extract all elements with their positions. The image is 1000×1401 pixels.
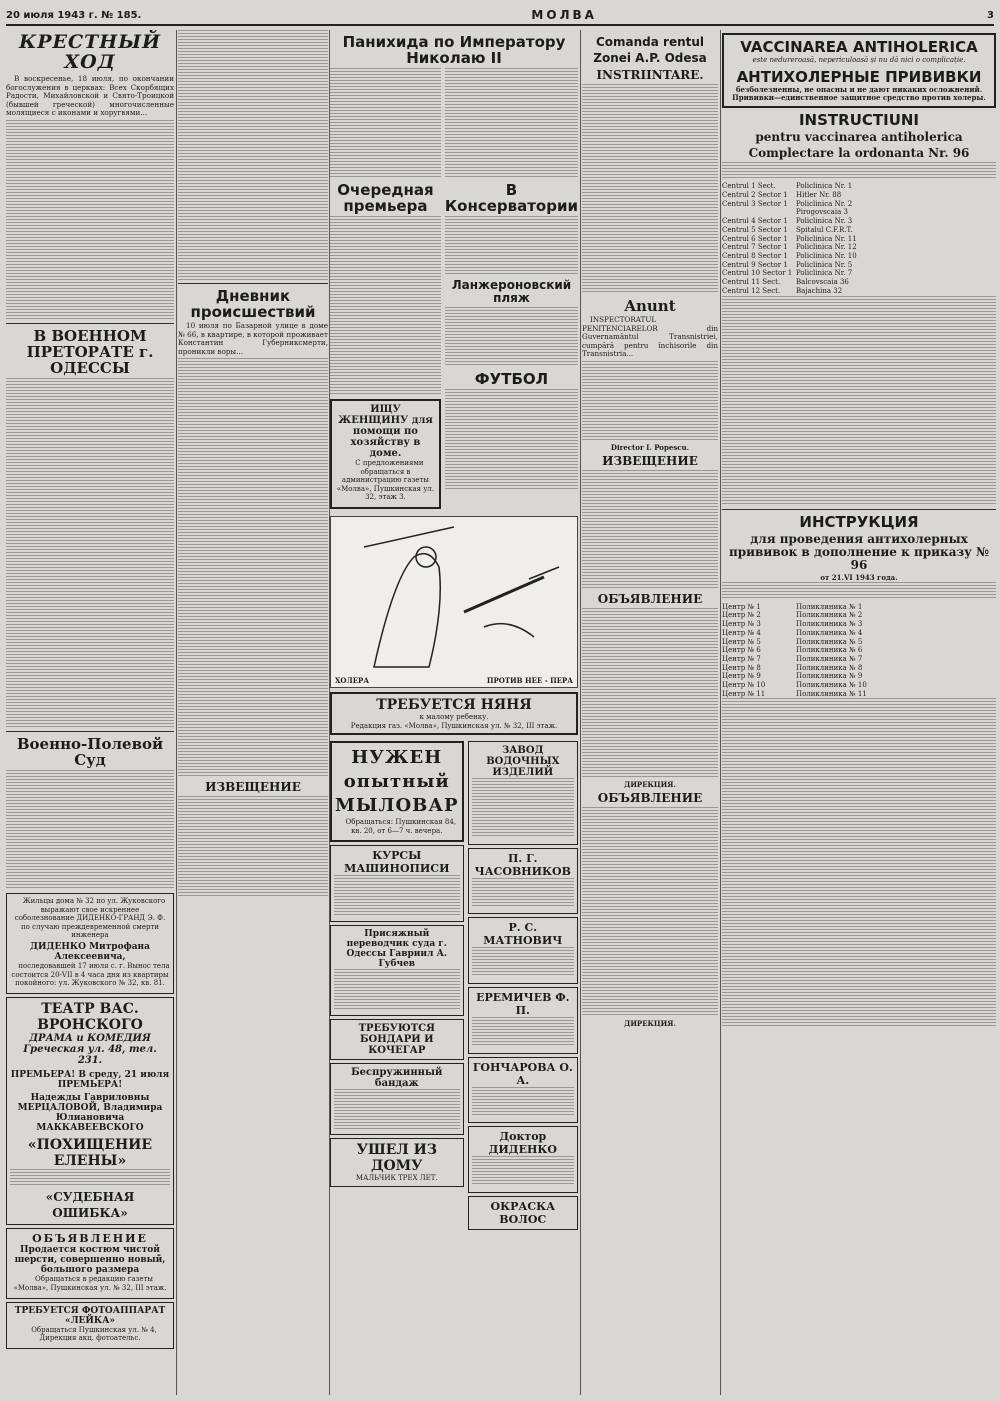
ro-center-row: [722, 287, 996, 296]
ru-instr-sub: для проведения антихолерных прививок в дополнение к приказу № 96: [728, 531, 990, 572]
page-header: [6, 6, 994, 26]
center-label: [722, 208, 796, 217]
theatre-ad: [6, 997, 174, 1226]
hair-ad: [468, 1196, 578, 1230]
premiere-line: ПРЕМЬЕРА! В среду, 21 июля ПРЕМЬЕРА!: [10, 1069, 170, 1090]
center-label: Centrul 6 Sector 1: [722, 234, 788, 243]
soap-ad: [330, 741, 464, 842]
anunt-text: INSPECTORATUL PENITENCIARELOR din Guvernamântul Transnistriei, cumpără pentru închisorile din Transnistria...: [582, 315, 718, 359]
cholera-cartoon: [330, 516, 578, 688]
center-location: Поликлиника № 2: [796, 611, 863, 620]
vacc-ru-sub: безболезненны, не опасны и не дают никаких осложнений.: [735, 84, 983, 94]
ru-center-row: [722, 638, 996, 647]
ro-center-row: [722, 278, 996, 287]
center-label: Центр № 11: [722, 689, 766, 698]
death-tail: последовавшей 17 июля с. г. Вынос тела состоится 20-VII в 4 часа дня из квартиры покойного: ул. Жуковского № 32, кв. 81.: [11, 961, 170, 988]
anunt-title: Anunt: [624, 297, 676, 315]
instr-sub: pentru vaccinarea antiholerica: [755, 129, 963, 144]
notice-addr: Обращаться в редакцию газеты «Молва», Пушкинская ул. № 32, III этаж.: [13, 1275, 167, 1292]
play-title: «ПОХИЩЕНИЕ ЕЛЕНЫ»: [27, 1136, 153, 1169]
center-location: Policlinica Nr. 10: [796, 252, 857, 260]
center-label: Centrul 2 Sector 1: [722, 191, 788, 200]
center-label: Centrul 7 Sector 1: [722, 243, 788, 252]
notice-title: ИЗВЕЩЕНИЕ: [602, 454, 698, 469]
bandage-ad: [330, 1063, 464, 1136]
ru-center-row: [722, 629, 996, 638]
conservatory-title: В Консерватории: [444, 181, 578, 215]
notice-text: Продается костюм чистой шерсти, совершенно новый, большого размера: [14, 1245, 166, 1276]
text-block: [472, 1017, 574, 1047]
lost-sub: МАЛЬЧИК ТРЕХ ЛЕТ.: [355, 1174, 438, 1183]
center-location: Hitler Nr. 88: [796, 191, 842, 200]
text-block: [472, 1156, 574, 1186]
column-4: [582, 30, 718, 1395]
center-location: Поликлиника № 5: [796, 637, 863, 646]
center-label: Центр № 2: [722, 611, 761, 620]
instr-sub2: Complectare la ordonanta Nr. 96: [748, 145, 970, 160]
center-label: Центр № 6: [722, 646, 761, 655]
center-location: Policlinica Nr. 3: [796, 217, 853, 226]
ru-center-row: [722, 664, 996, 673]
text-block: [445, 307, 578, 367]
text-block: [582, 361, 718, 441]
text-block: [582, 470, 718, 590]
vacc-ru-tail: Прививки—единственное защитное средство против холеры.: [732, 93, 986, 103]
text-block: [472, 947, 574, 977]
soap-title: НУЖЕН опытный МЫЛОВАР: [335, 747, 459, 817]
ro-center-row: [722, 252, 996, 261]
ru-center-row: [722, 611, 996, 620]
doctor1-title: П. Г. ЧАСОВНИКОВ: [474, 851, 571, 878]
soap-addr: Обращаться: Пушкинская 84, кв. 20, от 6—7 ч. вечера.: [345, 818, 457, 835]
ru-center-row: [722, 690, 996, 699]
nanny-sub: к малому ребенку.: [419, 712, 489, 721]
center-label: Центр № 7: [722, 654, 761, 663]
column-1: [6, 30, 174, 1395]
ro-center-row: [722, 208, 996, 217]
center-label: Centrul 5 Sector 1: [722, 225, 788, 234]
center-label: Центр № 9: [722, 672, 761, 681]
center-label: Центр № 8: [722, 663, 761, 672]
ro-center-row: [722, 182, 996, 191]
center-location: Поликлиника № 7: [796, 654, 863, 663]
center-location: Spitalul C.F.R.T.: [796, 225, 853, 234]
hair-title: ОКРАСКА ВОЛОС: [490, 1199, 556, 1226]
center-location: Поликлиника № 10: [796, 681, 867, 690]
ru-instr-title: ИНСТРУКЦИЯ: [799, 512, 919, 531]
nanny-ad: [330, 692, 578, 735]
divider: [178, 283, 328, 284]
ro-center-row: [722, 200, 996, 209]
translator-ad: [330, 925, 464, 1016]
football-title: ФУТБОЛ: [474, 370, 549, 388]
camera-ad: [6, 1302, 174, 1349]
center-location: Pirogovscaia 3: [796, 208, 848, 217]
ru-center-row: [722, 646, 996, 655]
center-location: Поликлиника № 11: [796, 689, 867, 698]
doctor-ad: [468, 987, 578, 1054]
text-block: [722, 698, 996, 1028]
theatre-title: ТЕАТР ВАС. ВРОНСКОГО: [37, 1000, 143, 1033]
center-location: Поликлиника № 9: [796, 672, 863, 681]
center-location: Policlinica Nr. 1: [796, 182, 853, 191]
camera-addr: Обращаться Пушкинская ул. № 4, Дирекция акц. фотоательс.: [31, 1325, 157, 1343]
column-2: [178, 30, 328, 1395]
text-block: [178, 796, 328, 896]
text-block: [334, 1089, 460, 1129]
issue-date: 20 июля 1943 г. № 185.: [6, 9, 142, 21]
announce-title: ОБЪЯВЛЕНИЕ: [597, 592, 703, 607]
divider: [6, 731, 174, 732]
center-location: Поликлиника № 3: [796, 620, 863, 629]
translator-title: Присяжный переводчик суда г. Одессы Гавриил А. Губчев: [346, 928, 448, 969]
text-block: [178, 358, 328, 778]
lost-title: УШЕЛ ИЗ ДОМУ: [356, 1142, 437, 1175]
text-block: [472, 778, 574, 838]
typing-ad: [330, 845, 464, 922]
doctor-ad: [468, 917, 578, 984]
sale-notice: [6, 1228, 174, 1298]
bandage-title: Беспружинный бандаж: [351, 1066, 443, 1089]
center-location: Поликлиника № 8: [796, 663, 863, 672]
text-block: [10, 1169, 170, 1187]
text-block: [722, 162, 996, 180]
page-number: 3: [987, 9, 994, 21]
center-label: Centrul 1 Sect.: [722, 182, 776, 191]
direction-sign: ДИРЕКЦИЯ.: [624, 779, 676, 789]
doctor4-title: ГОНЧАРОВА О. А.: [472, 1060, 573, 1087]
doctor5-title: Доктор ДИДЕНКО: [488, 1130, 557, 1157]
comanda-title: Comanda rentul Zonei A.P. Odesa: [593, 35, 707, 65]
announce-title: ОБЪЯВЛЕНИЕ: [597, 791, 703, 806]
ro-center-row: [722, 261, 996, 270]
wanted-woman-addr: С предложениями обращаться в администрацию газеты «Молва», Пушкинская ул. 32, этаж 3.: [336, 459, 435, 502]
text-block: [445, 389, 578, 489]
section-title: Дневник происшествий: [190, 287, 316, 321]
premiere-title: Очередная премьера: [337, 181, 434, 215]
notice-title: ИЗВЕЩЕНИЕ: [205, 780, 301, 795]
ru-center-row: [722, 620, 996, 629]
text-block: [6, 378, 174, 728]
vacc-title: VACCINAREA ANTIHOLERICA: [740, 38, 978, 56]
typing-title: КУРСЫ МАШИНОПИСИ: [344, 849, 450, 876]
center-location: Поликлиника № 1: [796, 602, 863, 611]
ro-center-row: [722, 243, 996, 252]
text-block: [334, 875, 460, 915]
center-label: Центр № 4: [722, 628, 761, 637]
text-block: [582, 84, 718, 294]
text-block: [6, 770, 174, 890]
death-notice: [6, 893, 174, 994]
doctor-ad: [468, 1057, 578, 1124]
camera-title: ТРЕБУЕТСЯ ФОТОАППАРАТ «ЛЕЙКА»: [14, 1305, 166, 1326]
direction-sign: ДИРЕКЦИЯ.: [624, 1018, 676, 1028]
center-label: Centrul 10 Sector 1: [722, 269, 793, 278]
wanted-woman-ad: [330, 399, 441, 509]
wanted-woman-title: ИЩУ ЖЕНЩИНУ для помощи по хозяйству в доме.: [338, 404, 433, 459]
beach-title: Ланжероновский пляж: [451, 278, 572, 305]
center-label: Centrul 3 Sector 1: [722, 199, 788, 208]
text-block: [582, 807, 718, 1017]
center-label: Centrul 9 Sector 1: [722, 260, 788, 269]
text-block: [472, 1087, 574, 1117]
cartoon-right-caption: ПРОТИВ НЕЕ - ПЕРА: [486, 675, 573, 685]
column-5: [722, 30, 996, 1395]
vacc-sub: este nedureroasă, nepericuloasă și nu dă nici o complicație.: [752, 56, 966, 64]
center-label: Центр № 3: [722, 620, 761, 629]
column-3: [330, 30, 578, 1395]
center-label: Центр № 1: [722, 602, 761, 611]
doctor-ad: [468, 1126, 578, 1193]
column-divider: [580, 30, 581, 1395]
divider: [722, 509, 996, 510]
article-title: КРЕСТНЫЙ ХОД: [18, 31, 162, 73]
center-label: Центр № 5: [722, 637, 761, 646]
center-label: Centrul 8 Sector 1: [722, 252, 788, 260]
text-block: [330, 216, 441, 396]
text-block: [472, 878, 574, 908]
barrels-title: ТРЕБУЮТСЯ БОНДАРИ И КОЧЕГАР: [358, 1022, 435, 1056]
article-lead: В воскресенье, 18 июля, по окончании богослужения в церквах: Всех Скорбящих Радости, Михайловской и Свято-Троицкой (бывшей греческой) многочисленные молящиеся с иконами и хоругвями...: [6, 74, 174, 118]
play2-title: «СУДЕБНАЯ ОШИБКА»: [45, 1190, 135, 1221]
doctor2-title: Р. С. МАТНОВИЧ: [483, 921, 563, 948]
ru-center-row: [722, 655, 996, 664]
ru-instr-date: от 21.VI 1943 года.: [820, 572, 898, 582]
text-block: [334, 969, 460, 1009]
center-location: Bajachina 32: [796, 286, 843, 295]
center-label: Centrul 12 Sect.: [722, 286, 781, 295]
center-label: Centrul 11 Sect.: [722, 278, 781, 287]
masthead: МОЛВА: [531, 8, 597, 22]
ro-center-row: [722, 235, 996, 244]
center-location: Policlinica Nr. 11: [796, 234, 857, 243]
doctor-ad: [468, 848, 578, 915]
incident-intro: 10 июля по Базарной улице в доме № 66, в квартире, в которой проживает Константин Губерниксмерти, проникли воры...: [178, 321, 328, 356]
ro-center-row: [722, 217, 996, 226]
barrels-ad: [330, 1019, 464, 1060]
comanda-sub: INSTRIINTARE.: [596, 68, 704, 82]
instr-title: INSTRUCTIUNI: [798, 110, 920, 129]
center-location: Поликлиника № 6: [796, 646, 863, 655]
text-block: [445, 216, 578, 276]
vaccination-banner: [722, 33, 996, 108]
cartoon-drawing: [331, 517, 577, 687]
ru-centers-table: [722, 603, 996, 699]
cartoon-left-caption: ХОЛЕРА: [335, 675, 370, 685]
center-location: Поликлиника № 4: [796, 628, 863, 637]
factory-ad: [468, 741, 578, 845]
center-location: Policlinica Nr. 12: [796, 243, 857, 252]
divider: [6, 323, 174, 324]
text-block: [722, 296, 996, 506]
notice-title: ОБЪЯВЛЕНИЕ: [32, 1232, 148, 1246]
section-title: В ВОЕННОМ ПРЕТОРАТЕ г. ОДЕССЫ: [26, 326, 154, 377]
ro-center-row: [722, 269, 996, 278]
text-block: [178, 30, 328, 280]
text-block: [582, 608, 718, 778]
ro-centers-table: [722, 182, 996, 295]
center-label: Centrul 4 Sector 1: [722, 217, 788, 226]
ro-center-row: [722, 226, 996, 235]
center-location: Policlinica Nr. 7: [796, 269, 853, 278]
death-intro: Жильцы дома № 32 по ул. Жуковского выражают свое искреннее соболезнование ДИДЕНКО-ГРАНД Э. Ф. по случаю преждевременной смерти инженера: [14, 896, 166, 940]
ru-center-row: [722, 603, 996, 612]
panikhida-title: Панихида по Императору Николаю II: [342, 33, 566, 67]
column-divider: [176, 30, 177, 1395]
center-location: Policlinica Nr. 5: [796, 260, 853, 269]
center-location: Balcovscaia 36: [796, 278, 849, 287]
ru-center-row: [722, 681, 996, 690]
ro-center-row: [722, 191, 996, 200]
doctor3-title: ЕРЕМИЧЕВ Ф. П.: [476, 990, 570, 1017]
section-title: Военно-Полевой Суд: [16, 734, 164, 769]
actors: Надежды Гавриловны МЕРЦАЛОВОЙ, Владимира Юлиановича МАККАВЕЕВСКОГО: [17, 1092, 163, 1133]
nanny-title: ТРЕБУЕТСЯ НЯНЯ: [376, 696, 532, 713]
vacc-ru-title: АНТИХОЛЕРНЫЕ ПРИВИВКИ: [736, 67, 982, 86]
lost-child-ad: [330, 1138, 464, 1187]
theatre-sub: ДРАМА и КОМЕДИЯ Греческая ул. 48, тел. 231.: [23, 1032, 157, 1066]
nanny-addr: Редакция газ. «Молва», Пушкинская ул. № 32, III этаж.: [350, 721, 558, 730]
death-name: ДИДЕНКО Митрофана Алексеевича,: [30, 941, 150, 962]
column-divider: [720, 30, 721, 1395]
center-location: Policlinica Nr. 2: [796, 199, 853, 208]
ru-center-row: [722, 672, 996, 681]
factory-title: ЗАВОД ВОДОЧНЫХ ИЗДЕЛИЙ: [486, 745, 560, 779]
text-block: [445, 68, 578, 178]
text-block: [722, 582, 996, 600]
text-block: [6, 120, 174, 320]
anunt-signer: Director I. Popescu.: [610, 442, 690, 452]
text-block: [330, 68, 441, 178]
center-label: Центр № 10: [722, 681, 766, 690]
